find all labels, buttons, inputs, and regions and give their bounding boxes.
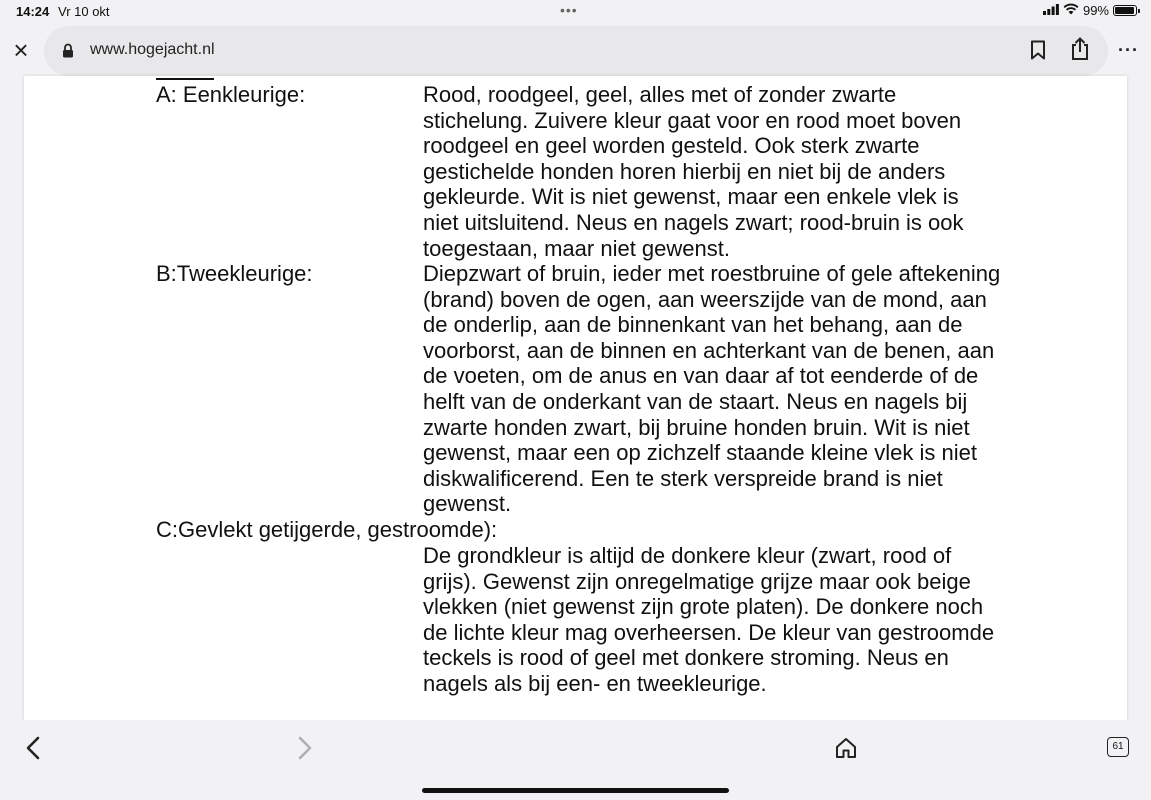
back-icon[interactable] xyxy=(24,736,44,765)
share-icon[interactable] xyxy=(1070,37,1090,66)
forward-icon[interactable] xyxy=(294,736,314,765)
text-line: grijs). Gewenst zijn onregelmatige grijze maar ook beige xyxy=(423,568,971,594)
status-date: Vr 10 okt xyxy=(58,4,110,19)
text-line: Rood, roodgeel, geel, alles met of zonder zwarte xyxy=(423,82,897,107)
section-c-text xyxy=(423,543,1063,697)
text-line: stichelung. Zuivere kleur gaat voor en rood moet boven xyxy=(423,107,962,133)
text-line: vlekken (niet gewenst zijn grote platen). De donkere noch xyxy=(423,594,984,620)
text-line: de lichte kleur mag overheersen. De kleur van gestroomde xyxy=(423,619,995,645)
text-line: niet uitsluitend. Neus en nagels zwart; rood-bruin is ook xyxy=(423,209,964,235)
battery-icon xyxy=(1113,5,1137,16)
more-icon[interactable]: ··· xyxy=(1118,40,1139,60)
status-time: 14:24 xyxy=(16,4,50,19)
text-line: gewenst. xyxy=(423,491,512,517)
home-indicator[interactable] xyxy=(422,788,729,793)
section-b-label: B:Tweekleurige: xyxy=(156,261,313,286)
battery-percent: 99% xyxy=(1082,3,1109,18)
close-icon[interactable]: × xyxy=(13,35,29,65)
text-line: voorborst, aan de binnen en achterkant van de benen, aan xyxy=(423,337,995,363)
tabs-button[interactable]: 61 xyxy=(1107,737,1129,757)
text-line: toegestaan, maar niet gewenst. xyxy=(423,235,730,261)
text-line: diskwalificerend. Een te sterk verspreide brand is niet xyxy=(423,465,943,491)
text-line: gekleurde. Wit is niet gewenst, maar een enkele vlek is xyxy=(423,184,959,210)
text-line: teckels is rood of geel met donkere stroming. Neus en xyxy=(423,645,949,671)
wifi-icon xyxy=(1063,3,1079,18)
home-icon[interactable] xyxy=(834,736,858,765)
text-line: roodgeel en geel worden gesteld. Ook sterk zwarte xyxy=(423,133,920,159)
text-line: Diepzwart of bruin, ieder met roestbruine of gele aftekening xyxy=(423,261,1001,286)
text-line: gewenst, maar een op zichzelf staande kleine vlek is niet xyxy=(423,440,977,466)
text-line: (brand) boven de ogen, aan weerszijde van de mond, aan xyxy=(423,286,987,312)
text-line: gestichelde honden horen hierbij en niet bij de anders xyxy=(423,158,946,184)
multitasking-dots[interactable]: ••• xyxy=(560,2,578,18)
web-page xyxy=(24,76,1127,720)
section-c-label: C:Gevlekt getijgerde, gestroomde): xyxy=(156,517,498,542)
section-a-label: A: Eenkleurige: xyxy=(156,82,306,107)
battery-fill xyxy=(1115,7,1134,14)
section-a-text xyxy=(423,82,1063,261)
status-bar xyxy=(0,0,1151,24)
text-line: nagels als bij een- en tweekleurige. xyxy=(423,670,767,696)
address-bar[interactable] xyxy=(44,26,1108,76)
text-line: helft van de onderkant van de staart. Neus en nagels bij xyxy=(423,388,968,414)
signal-icon xyxy=(1043,3,1059,18)
text-line: zwarte honden zwart, bij bruine honden bruin. Wit is niet xyxy=(423,414,970,440)
top-rule xyxy=(156,78,214,80)
bookmark-icon[interactable] xyxy=(1030,40,1046,65)
text-line: De grondkleur is altijd de donkere kleur (zwart, rood of xyxy=(423,543,952,568)
section-b-text xyxy=(423,261,1063,517)
lock-icon xyxy=(62,43,74,63)
status-right xyxy=(1043,3,1137,18)
text-line: de onderlip, aan de binnenkant van het behang, aan de xyxy=(423,312,963,338)
text-line: de voeten, om de anus en van daar af tot eenderde of de xyxy=(423,363,979,389)
url-text[interactable]: www.hogejacht.nl xyxy=(90,41,215,58)
